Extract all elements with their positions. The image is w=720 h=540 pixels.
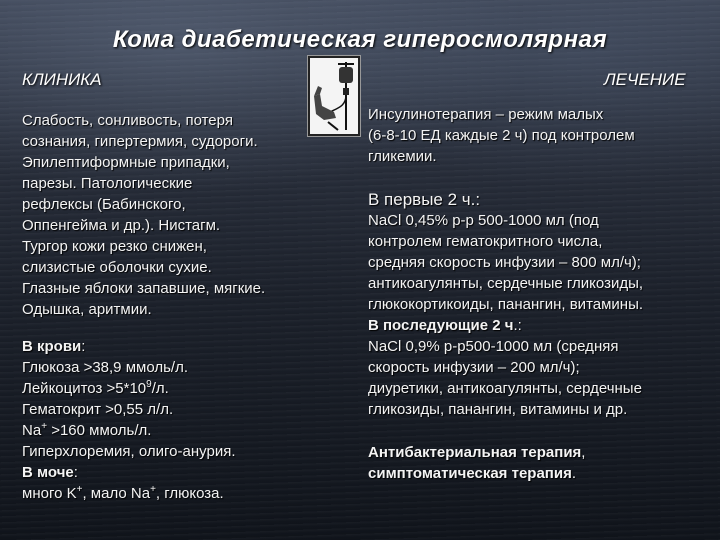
insulin-line: Инсулинотерапия – режим малых — [368, 106, 604, 123]
clinic-line: Одышка, аритмии. — [22, 301, 152, 318]
symptomatic-therapy: симптоматическая терапия. — [368, 465, 577, 482]
blood-glucose: Глюкоза >38,9 ммоль/л. — [22, 359, 188, 376]
blood-hematocrit: Гематокрит >0,55 л/л. — [22, 401, 174, 418]
next-2h-line: диуретики, антикоагулянты, сердечные — [368, 380, 642, 397]
clinic-line: рефлексы (Бабинского, — [22, 196, 186, 213]
treatment-header: ЛЕЧЕНИЕ — [604, 70, 686, 89]
treatment-column — [368, 104, 708, 484]
clinic-column — [22, 110, 322, 504]
clinic-line: сознания, гипертермия, судороги. — [22, 133, 258, 150]
slide-title: Кома диабетическая гиперосмолярная — [112, 26, 608, 53]
blood-label: В крови — [22, 338, 82, 355]
first-2h-line: антикоагулянты, сердечные гликозиды, — [368, 275, 644, 292]
urine-heading: В моче: — [22, 464, 78, 481]
insulin-line: (6-8-10 ЕД каждые 2 ч) под контролем — [368, 127, 635, 144]
clinic-header: КЛИНИКА — [22, 70, 102, 89]
antibacterial-therapy: Антибактериальная терапия, — [368, 444, 586, 461]
first-2h-line: средняя скорость инфузии – 800 мл/ч); — [368, 254, 641, 271]
clinic-line: Эпилептиформные припадки, — [22, 154, 230, 171]
blood-hyperchloremia: Гиперхлоремия, олиго-анурия. — [22, 443, 236, 460]
insulin-line: гликемии. — [368, 148, 437, 165]
urine-label: В моче — [22, 464, 74, 481]
first-2h-heading: В первые 2 ч.: — [368, 190, 481, 209]
clinic-line: Тургор кожи резко снижен, — [22, 238, 207, 255]
blood-heading: В крови: — [22, 338, 86, 355]
next-2h-line: скорость инфузии – 200 мл/ч); — [368, 359, 580, 376]
first-2h-line: NaCl 0,45% р-р 500-1000 мл (под — [368, 212, 599, 229]
next-2h-line: NaCl 0,9% р-р500-1000 мл (средняя — [368, 338, 619, 355]
clinic-line: парезы. Патологические — [22, 175, 193, 192]
blood-leukocytosis: Лейкоцитоз $>5*10^9/л$. — [22, 379, 169, 397]
first-2h-line: контролем гематокритного числа, — [368, 233, 603, 250]
clinic-line: слизистые оболочки сухие. — [22, 259, 212, 276]
next-2h-heading: В последующие 2 ч.: — [368, 317, 522, 334]
clinic-line: Слабость, сонливость, потеря — [22, 112, 233, 129]
blood-sodium: Na+ >160 ммоль/л. — [22, 421, 152, 439]
next-2h-line: гликозиды, панангин, витамины и др. — [368, 401, 628, 418]
urine-values: много K+, мало Na+, глюкоза. — [22, 484, 224, 502]
clinic-line: Оппенгейма и др.). Нистагм. — [22, 217, 221, 234]
clinic-line: Глазные яблоки запавшие, мягкие. — [22, 280, 266, 297]
first-2h-line: глюкокортикоиды, панангин, витамины. — [368, 296, 644, 313]
